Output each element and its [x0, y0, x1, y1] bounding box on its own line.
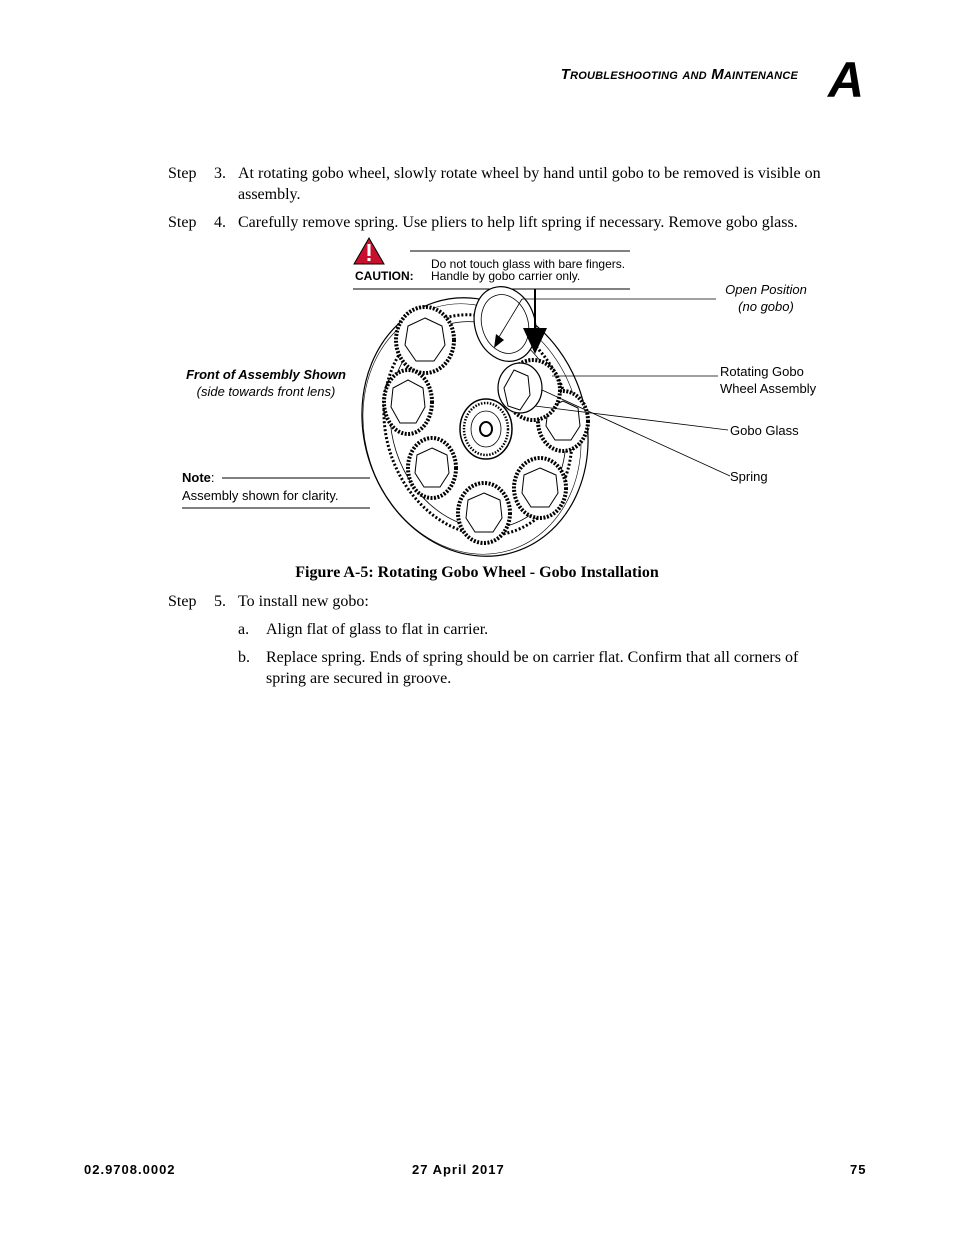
figure-caption: Figure A-5: Rotating Gobo Wheel - Gobo Installation — [295, 564, 659, 581]
spring-label: Spring — [730, 469, 768, 484]
footer-date: 27 April 2017 — [412, 1162, 505, 1177]
rotating-gobo-label-2: Wheel Assembly — [720, 381, 817, 396]
step-text: Carefully remove spring. Use pliers to help lift spring if necessary. Remove gobo glass. — [238, 214, 798, 231]
footer-doc-number: 02.9708.0002 — [84, 1162, 176, 1177]
open-position-sublabel: (no gobo) — [738, 299, 794, 314]
substep-b — [238, 647, 848, 691]
running-header-title: Troubleshooting and Maintenance — [560, 66, 798, 83]
step-text: To install new gobo: — [238, 593, 369, 610]
note-text: Assembly shown for clarity. — [182, 488, 339, 503]
caution-text-2: Handle by gobo carrier only. — [431, 269, 581, 283]
step-label: Step — [168, 593, 197, 610]
footer-page-number: 75 — [850, 1162, 867, 1177]
note-heading — [182, 469, 215, 486]
note-colon: : — [210, 470, 215, 485]
front-assembly-title: Front of Assembly Shown — [186, 367, 346, 382]
gobo-glass-label: Gobo Glass — [730, 423, 799, 438]
warning-triangle-icon — [354, 238, 384, 264]
front-assembly-subtitle: (side towards front lens) — [196, 384, 336, 399]
step-number: 4. — [214, 214, 226, 231]
substep-letter: a. — [238, 621, 250, 638]
appendix-letter: A — [828, 52, 865, 108]
caution-label: CAUTION: — [355, 269, 414, 283]
step-5 — [168, 591, 878, 613]
substep-text: Align flat of glass to flat in carrier. — [266, 621, 489, 638]
open-position-label: Open Position — [725, 282, 807, 297]
step-text: At rotating gobo wheel, slowly rotate wheel by hand until gobo to be removed is visible on assembly. — [238, 165, 821, 203]
substep-text: Replace spring. Ends of spring should be on carrier flat. Confirm that all corners of spring are secured in groove. — [266, 649, 799, 687]
rotating-gobo-label: Rotating Gobo — [720, 364, 804, 379]
substep-a — [238, 619, 848, 641]
step-number: 3. — [214, 165, 226, 182]
note-label: Note — [182, 470, 211, 485]
step-3 — [168, 163, 878, 207]
step-number: 5. — [214, 593, 226, 610]
substep-letter: b. — [238, 649, 250, 666]
gobo-wheel-figure — [150, 230, 870, 560]
caution-text-1: Do not touch glass with bare fingers. — [431, 257, 626, 271]
step-label: Step — [168, 214, 197, 231]
step-label: Step — [168, 165, 197, 182]
